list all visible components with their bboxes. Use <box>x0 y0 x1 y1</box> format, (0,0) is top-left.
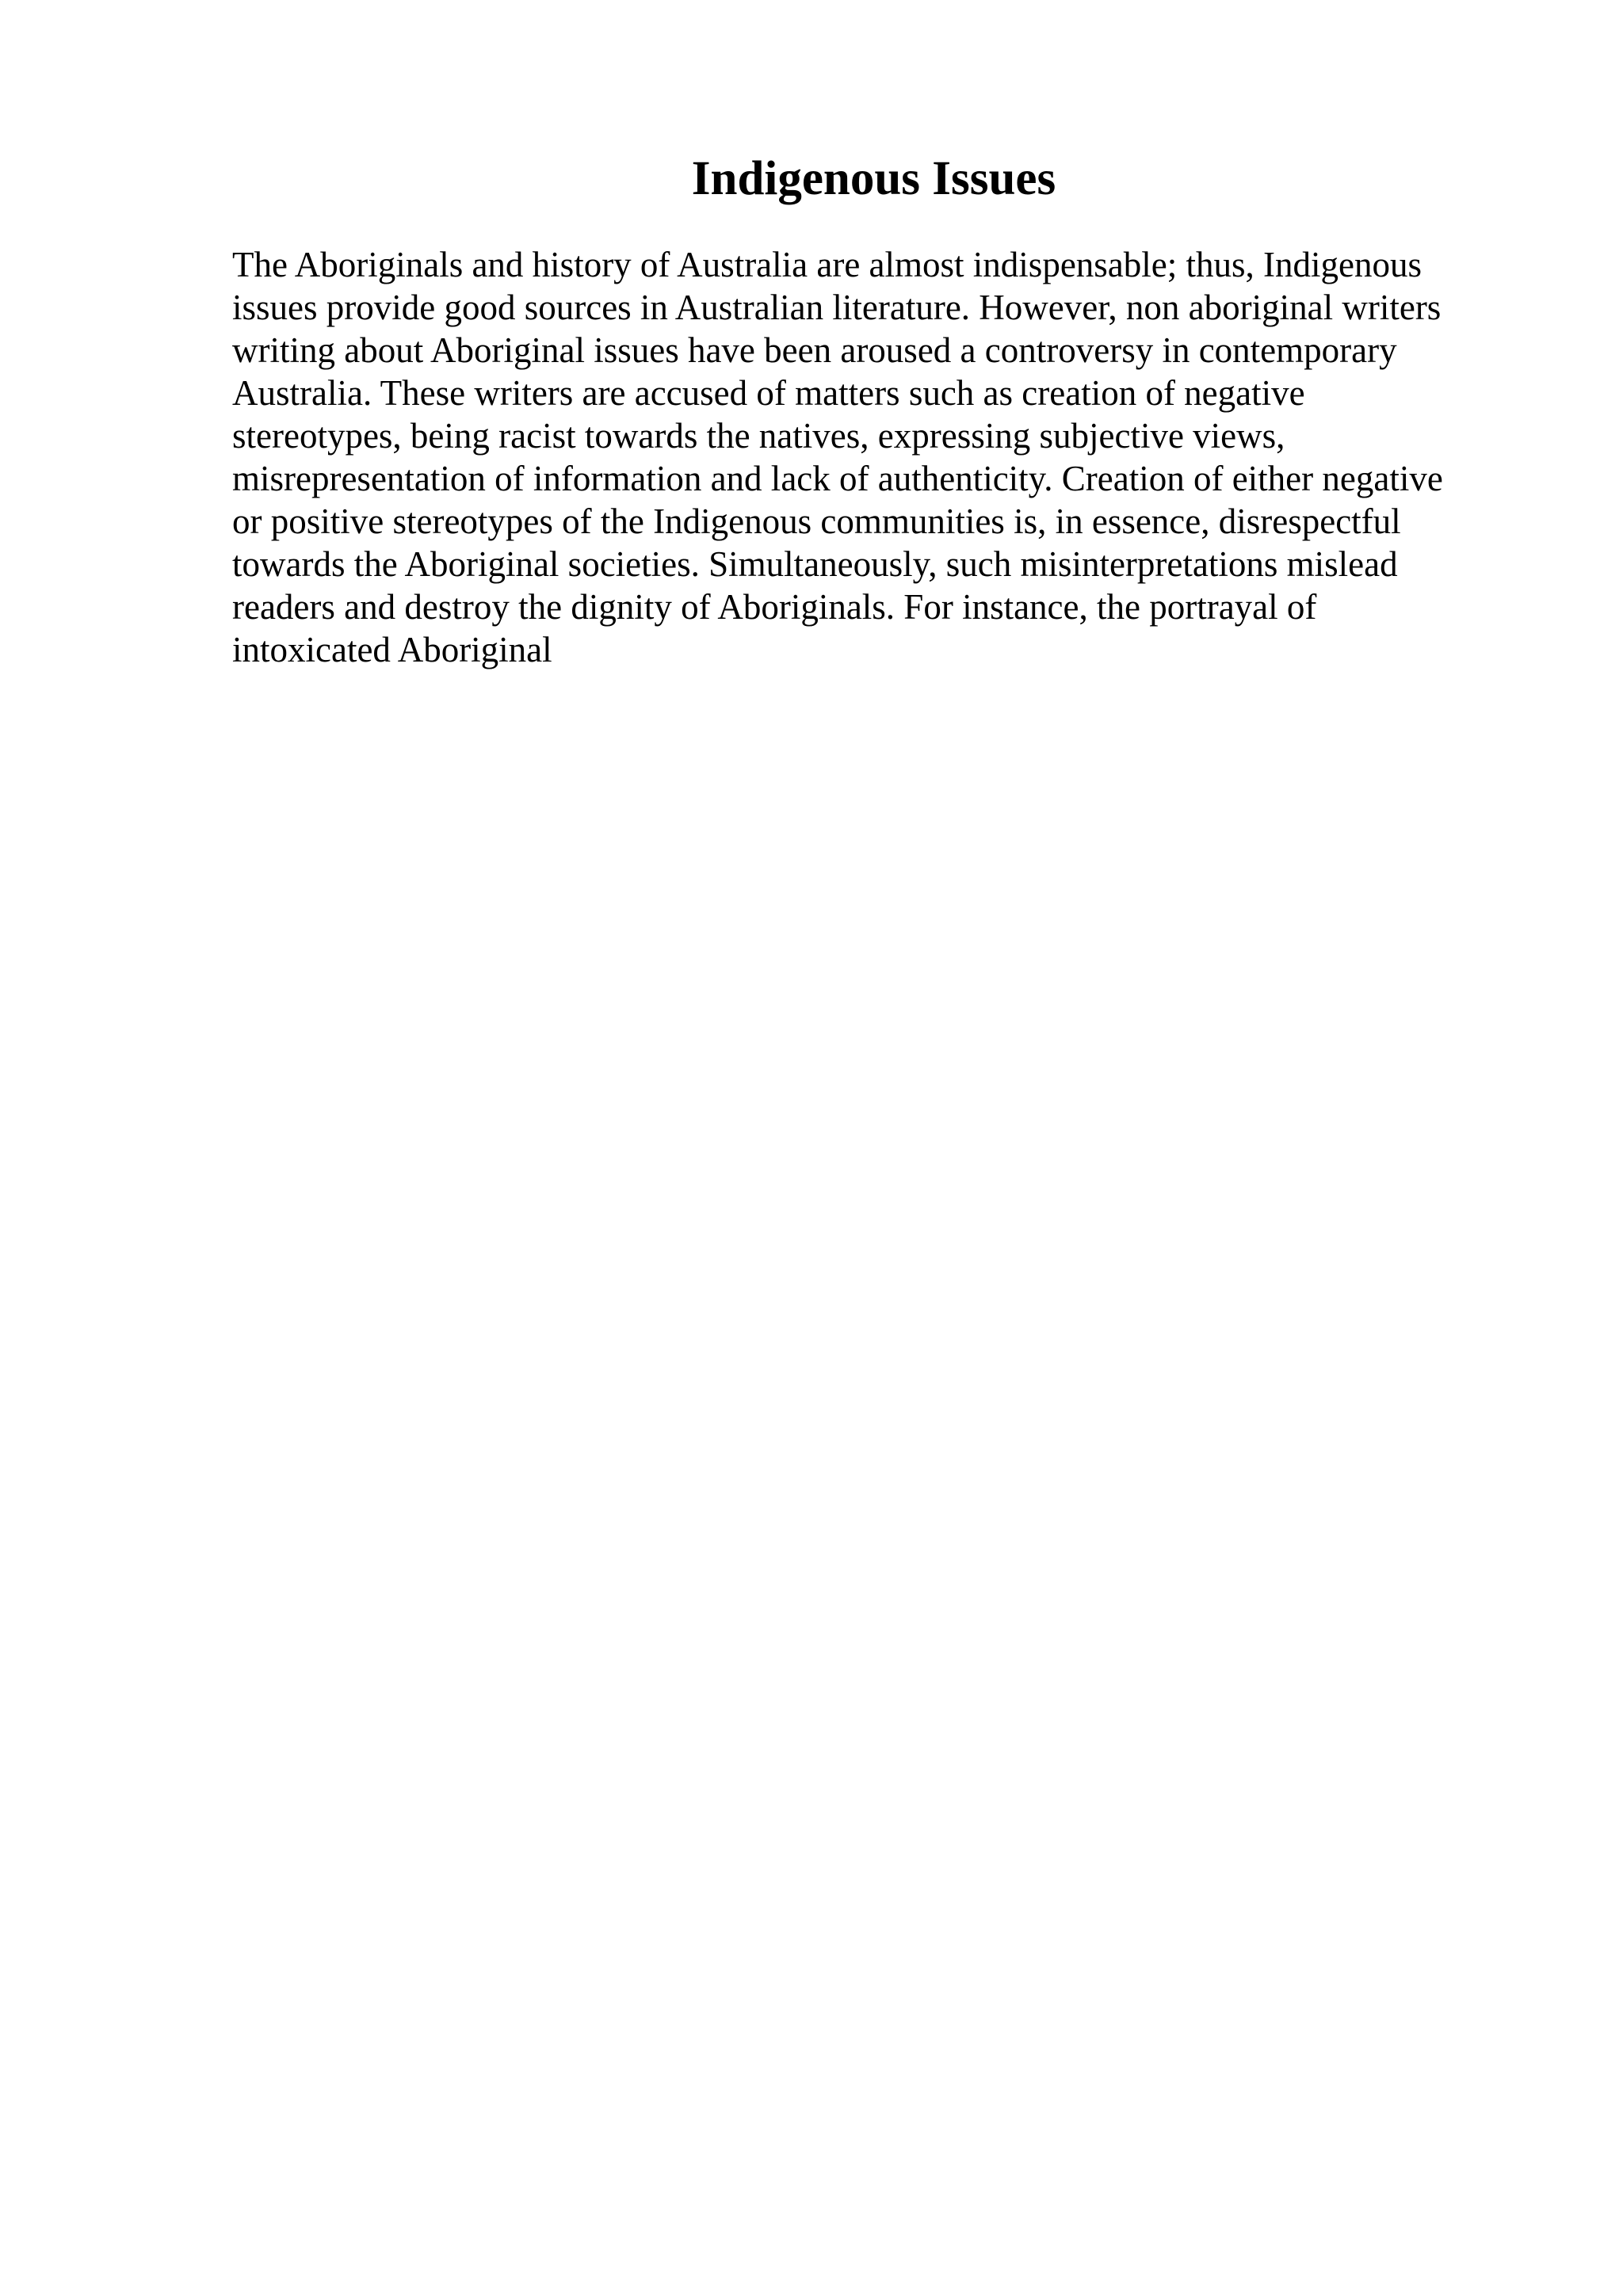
body-line: issues provide good sources in Australian literature. However, non aboriginal writers <box>232 288 1442 327</box>
body-line: stereotypes, being racist towards the natives, expressing subjective views, <box>232 416 1285 456</box>
document-title: Indigenous Issues <box>691 152 1056 205</box>
body-line: Australia. These writers are accused of matters such as creation of negative <box>232 373 1305 413</box>
body-paragraph <box>232 243 1500 671</box>
body-line: intoxicated Aboriginal <box>232 630 552 669</box>
body-line: misrepresentation of information and lack of authenticity. Creation of either negative <box>232 459 1443 498</box>
body-line: or positive stereotypes of the Indigenous communities is, in essence, disrespectful <box>232 502 1401 541</box>
body-line: The Aboriginals and history of Australia are almost indispensable; thus, Indigenous <box>232 245 1422 284</box>
body-line: towards the Aboriginal societies. Simultaneously, such misinterpretations mislead <box>232 544 1398 584</box>
body-line: writing about Aboriginal issues have been aroused a controversy in contemporary <box>232 330 1397 370</box>
body-line: readers and destroy the dignity of Aboriginals. For instance, the portrayal of <box>232 587 1317 627</box>
